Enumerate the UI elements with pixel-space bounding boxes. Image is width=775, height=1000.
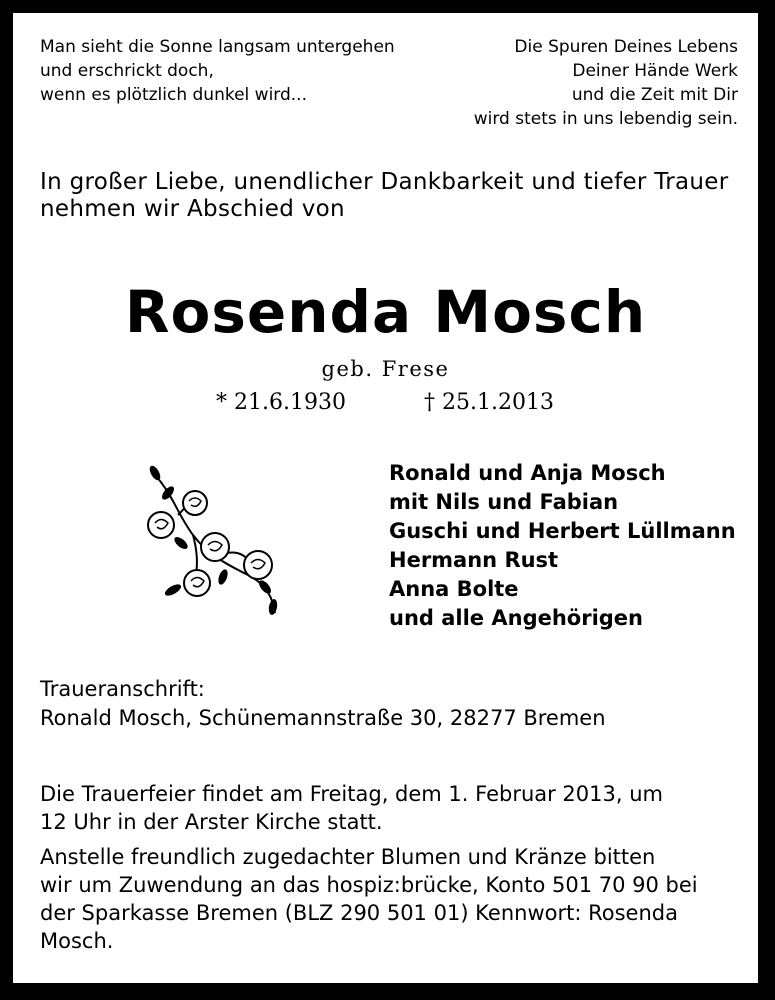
donation-line: Anstelle freundlich zugedachter Blumen und Kränze bitten (40, 845, 656, 869)
poem-right-line: wird stets in uns lebendig sein. (473, 109, 738, 129)
poem-right (474, 35, 738, 131)
poem-left-line: und erschrickt doch, (40, 61, 214, 81)
mourning-address (40, 675, 606, 733)
donation-line: Mosch. (40, 929, 114, 953)
poem-left-line: wenn es plötzlich dunkel wird... (40, 85, 307, 105)
mourner: Guschi und Herbert Lüllmann (389, 519, 736, 543)
funeral-service-info (40, 780, 663, 836)
mourner: mit Nils und Fabian (389, 490, 619, 514)
donation-request (40, 843, 698, 955)
donation-line: der Sparkasse Bremen (BLZ 290 501 01) Kennwort: Rosenda (40, 901, 678, 925)
intro-line: nehmen wir Abschied von (40, 196, 345, 222)
poem-left-line: Man sieht die Sonne langsam untergehen (40, 37, 395, 57)
intro-text (40, 169, 729, 223)
maiden-name: geb. Frese (321, 357, 450, 381)
address-label: Traueranschrift: (40, 677, 205, 701)
poem-right-line: und die Zeit mit Dir (571, 85, 738, 105)
service-line: Die Trauerfeier findet am Freitag, dem 1. Februar 2013, um (40, 782, 663, 806)
death-date: † 25.1.2013 (424, 390, 554, 415)
intro-line: In großer Liebe, unendlicher Dankbarkeit und tiefer Trauer (40, 169, 729, 195)
poem-left (40, 35, 395, 107)
deceased-name: Rosenda Mosch (124, 278, 647, 346)
donation-line: wir um Zuwendung an das hospiz:brücke, Konto 501 70 90 bei (40, 873, 698, 897)
obituary-notice (11, 11, 760, 985)
mourner: Ronald und Anja Mosch (389, 461, 666, 485)
mourner: Anna Bolte (389, 577, 519, 601)
poem-right-line: Die Spuren Deines Lebens (514, 37, 738, 57)
service-line: 12 Uhr in der Arster Kirche statt. (40, 810, 383, 834)
poem-right-line: Deiner Hände Werk (572, 61, 738, 81)
mourners-list (389, 459, 736, 633)
birth-date: * 21.6.1930 (216, 390, 346, 415)
rose-branch-icon (133, 455, 281, 615)
mourner: und alle Angehörigen (389, 606, 643, 630)
mourner: Hermann Rust (389, 548, 559, 572)
address-value: Ronald Mosch, Schünemannstraße 30, 28277 Bremen (40, 706, 606, 730)
